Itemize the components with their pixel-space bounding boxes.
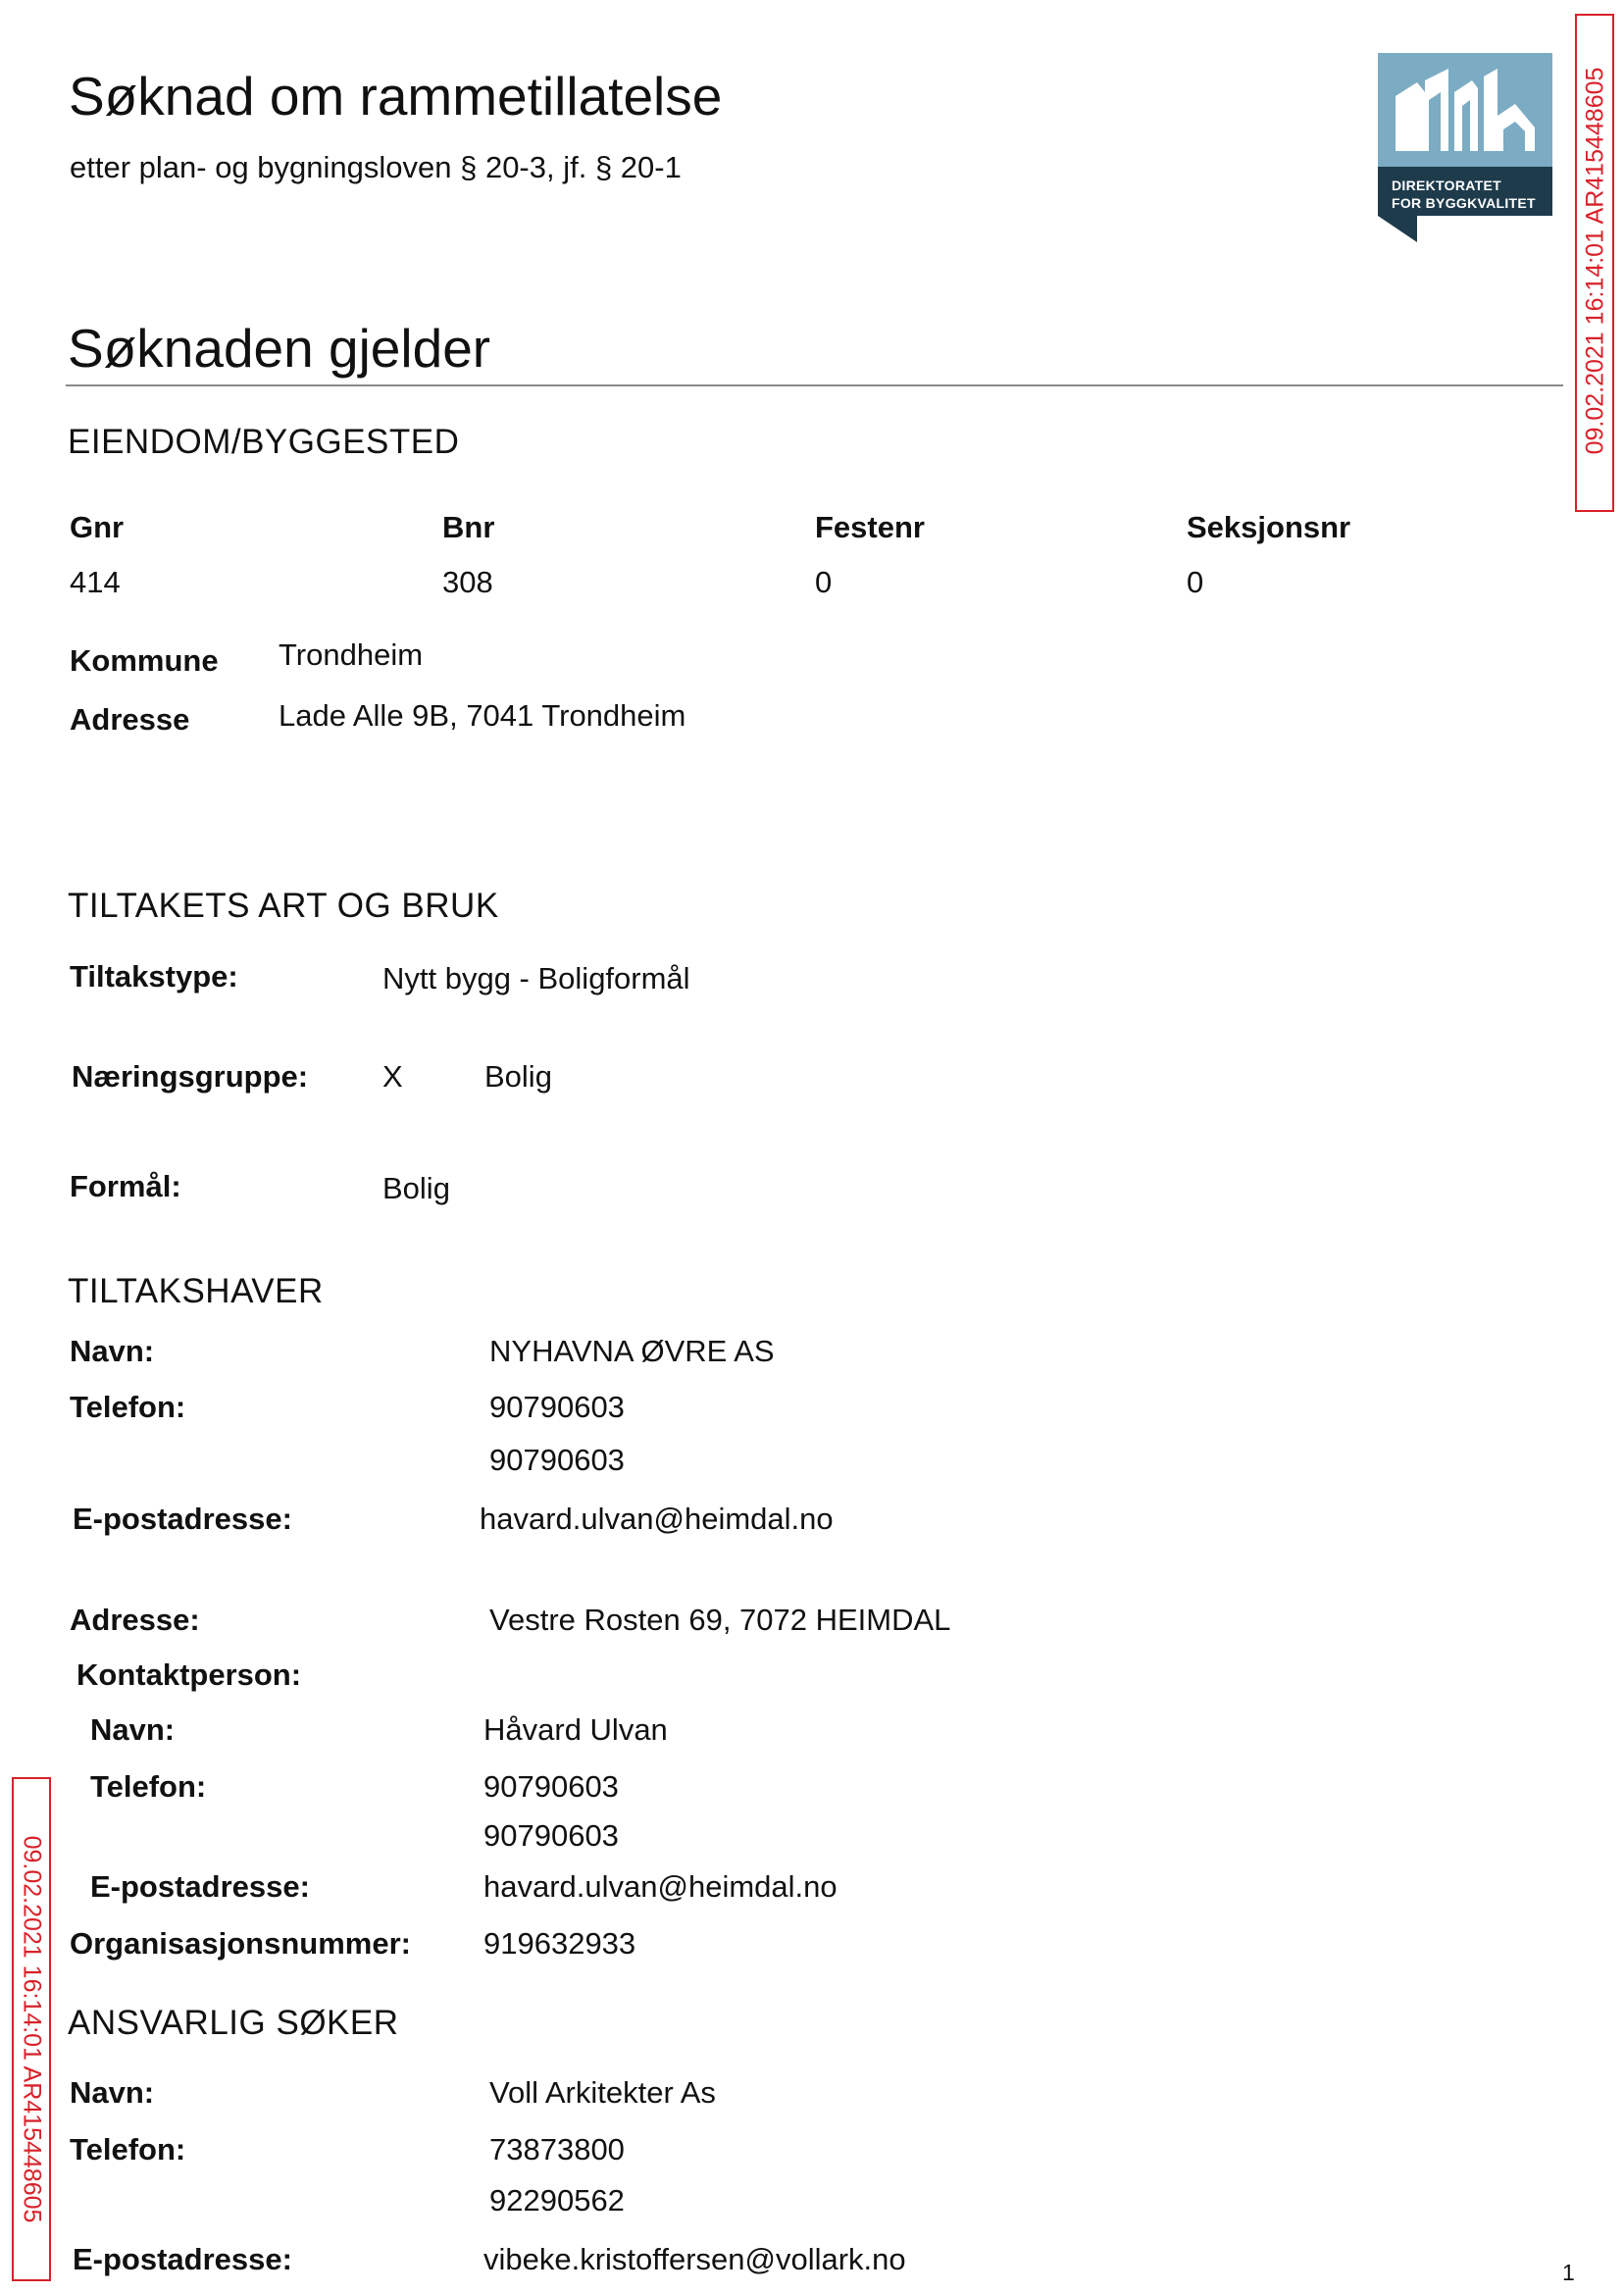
kontakt-epost-label: E-postadresse: — [90, 1869, 310, 1904]
naeringsgruppe-value: Bolig — [484, 1059, 552, 1094]
document-title: Søknad om rammetillatelse — [69, 66, 723, 127]
gnr-value: 414 — [70, 565, 121, 599]
kontakt-telefon1: 90790603 — [483, 1769, 619, 1804]
tiltakshaver-adresse-label: Adresse: — [70, 1603, 200, 1637]
tiltak-heading: TILTAKETS ART OG BRUK — [68, 887, 499, 925]
tiltakshaver-telefon-label: Telefon: — [70, 1390, 186, 1424]
logo-mark-icon — [1378, 53, 1552, 242]
ansvarlig-heading: ANSVARLIG SØKER — [68, 2004, 399, 2042]
ansvarlig-epost-value: vibeke.kristoffersen@vollark.no — [483, 2242, 906, 2276]
kontakt-navn-value: Håvard Ulvan — [483, 1712, 668, 1747]
formal-value: Bolig — [382, 1171, 450, 1205]
tiltakshaver-navn-value: NYHAVNA ØVRE AS — [489, 1334, 775, 1368]
dibk-logo — [1378, 53, 1552, 242]
kontakt-navn-label: Navn: — [90, 1712, 176, 1747]
gnr-label: Gnr — [70, 510, 125, 544]
kontaktperson-label: Kontaktperson: — [76, 1657, 302, 1692]
festenr-label: Festenr — [815, 510, 925, 544]
section-title: Søknaden gjelder — [68, 318, 491, 379]
kontakt-epost-value: havard.ulvan@heimdal.no — [483, 1869, 837, 1904]
logo-text-line1: DIREKTORATET — [1392, 178, 1501, 193]
page-number: 1 — [1562, 2260, 1575, 2285]
ansvarlig-navn-label: Navn: — [70, 2075, 155, 2110]
adresse-value: Lade Alle 9B, 7041 Trondheim — [279, 698, 686, 733]
naeringsgruppe-code: X — [382, 1059, 403, 1094]
stamp-bottom-left-text: 09.02.2021 16:14:01 AR415448605 — [18, 1835, 46, 2223]
logo-text-line2: FOR BYGGKVALITET — [1392, 195, 1536, 211]
ansvarlig-epost-label: E-postadresse: — [73, 2242, 292, 2276]
tiltakshaver-adresse-value: Vestre Rosten 69, 7072 HEIMDAL — [489, 1603, 951, 1637]
tiltakshaver-epost-value: havard.ulvan@heimdal.no — [480, 1502, 834, 1536]
tiltakshaver-heading: TILTAKSHAVER — [68, 1272, 324, 1310]
section-divider — [66, 384, 1563, 386]
seksjonsnr-value: 0 — [1187, 565, 1204, 599]
ansvarlig-telefon2: 92290562 — [489, 2183, 625, 2218]
seksjonsnr-label: Seksjonsnr — [1187, 510, 1351, 544]
tiltakshaver-telefon1: 90790603 — [489, 1390, 625, 1424]
tiltakshaver-telefon2: 90790603 — [489, 1443, 625, 1477]
naeringsgruppe-label: Næringsgruppe: — [72, 1059, 309, 1094]
tiltakstype-value: Nytt bygg - Boligformål — [382, 961, 690, 995]
stamp-top-right-text: 09.02.2021 16:14:01 AR415448605 — [1581, 67, 1609, 455]
orgnr-label: Organisasjonsnummer: — [70, 1926, 411, 1961]
ansvarlig-telefon1: 73873800 — [489, 2132, 625, 2167]
festenr-value: 0 — [815, 565, 833, 599]
tiltakshaver-epost-label: E-postadresse: — [73, 1502, 292, 1536]
adresse-label: Adresse — [70, 702, 190, 737]
eiendom-heading: EIENDOM/BYGGESTED — [68, 423, 460, 461]
ansvarlig-navn-value: Voll Arkitekter As — [489, 2075, 716, 2110]
kontakt-telefon2: 90790603 — [483, 1818, 619, 1853]
kommune-label: Kommune — [70, 643, 219, 678]
formal-label: Formål: — [70, 1169, 181, 1203]
kommune-value: Trondheim — [279, 637, 424, 672]
bnr-value: 308 — [442, 565, 493, 599]
tiltakstype-label: Tiltakstype: — [70, 959, 238, 994]
kontakt-telefon-label: Telefon: — [90, 1769, 207, 1804]
tiltakshaver-navn-label: Navn: — [70, 1334, 155, 1368]
ansvarlig-telefon-label: Telefon: — [70, 2132, 186, 2167]
bnr-label: Bnr — [442, 510, 495, 544]
orgnr-value: 919632933 — [483, 1926, 636, 1961]
document-subtitle: etter plan- og bygningsloven § 20-3, jf. § 20-1 — [70, 150, 682, 184]
